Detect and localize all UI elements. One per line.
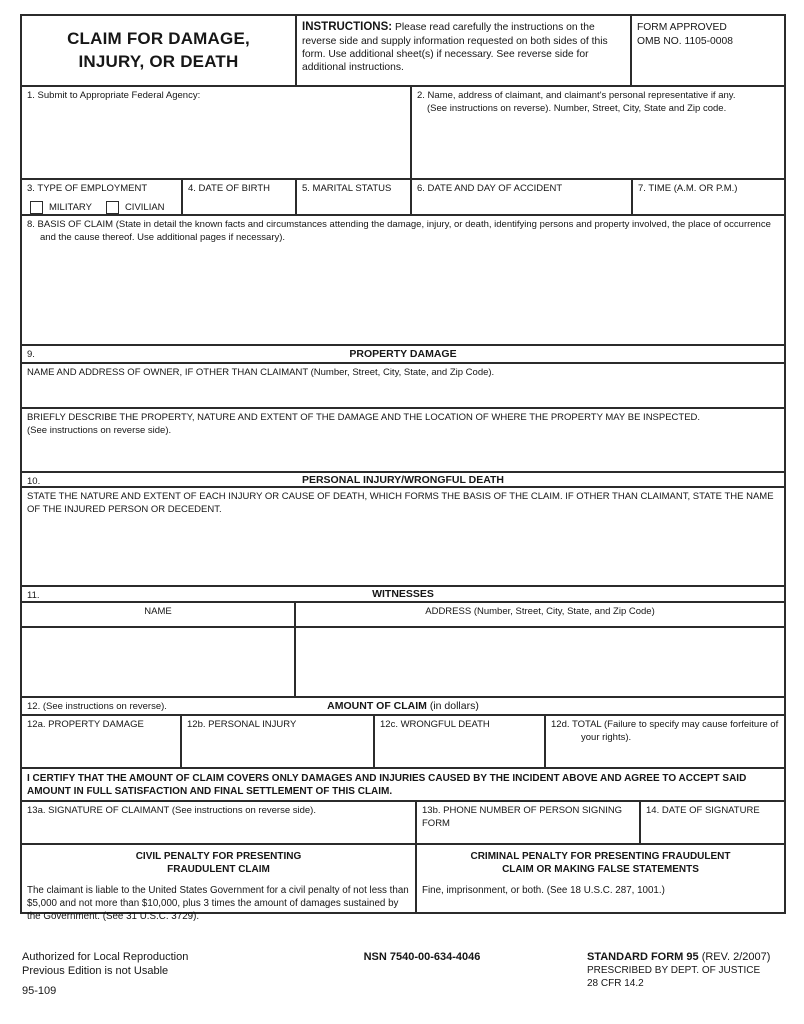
field-6-date-day-of-accident[interactable] [412,180,633,214]
field-12b-personal-injury[interactable] [182,716,375,767]
field-12d-total[interactable] [546,716,784,767]
penalty-row [22,843,784,923]
witnesses-column-headers [22,601,784,626]
amount-of-claim-title [327,700,479,712]
signature-row [22,800,784,843]
field-6-label: 6. DATE AND DAY OF ACCIDENT [417,183,563,194]
form-title [22,16,297,85]
form-title-line2: INJURY, OR DEATH [78,51,239,71]
military-checkbox[interactable] [30,201,43,214]
section-10-title: PERSONAL INJURY/WRONGFUL DEATH [301,473,505,486]
footer-authorized: Authorized for Local Reproduction [22,951,189,963]
field-8-label: 8. BASIS OF CLAIM (State in detail the known facts and circumstances attending the damage, injury, or death, identifying persons and property involved, the place of occurrence and the cause thereof. Use additional pages if necessary). [27,219,771,243]
witness-name-input-area[interactable] [22,628,296,696]
field-12c-label: 12c. WRONGFUL DEATH [380,719,490,730]
footer-standard-form-line [587,950,770,964]
certification-statement: I CERTIFY THAT THE AMOUNT OF CLAIM COVERS ONLY DAMAGES AND INJURIES CAUSED BY THE INCIDENT ABOVE AND AGREE TO ACCEPT SAID AMOUNT IN FULL SATISFACTION AND FINAL SETTLEMENT OF THIS CLAIM. [27,773,747,797]
field-13b-label: 13b. PHONE NUMBER OF PERSON SIGNING FORM [422,805,623,829]
omb-approval-block [632,16,784,85]
witnesses-entry-row [22,626,784,696]
field-3-label: 3. TYPE OF EMPLOYMENT [27,183,148,194]
field-14-label: 14. DATE OF SIGNATURE [646,805,760,816]
instructions-text: Please read carefully the instructions on the reverse side and supply information requested on both sides of this form. Use additional sheet(s) if necessary. See reverse side for additional instructions. [302,22,608,74]
section-12-label: 12. (See instructions on reverse). [27,701,167,712]
field-7-label: 7. TIME (A.M. OR P.M.) [638,183,738,194]
field-1-federal-agency[interactable] [22,87,412,178]
criminal-penalty-title-line2: CLAIM OR MAKING FALSE STATEMENTS [502,864,699,876]
criminal-penalty-body: Fine, imprisonment, or both. (See 18 U.S.C. 287, 1001.) [422,885,665,897]
field-14-date-of-signature[interactable] [641,802,784,843]
amount-of-claim-title-note: (in dollars) [429,700,479,712]
section-9-title: PROPERTY DAMAGE [349,348,457,360]
civil-penalty-title-line1: CIVIL PENALTY FOR PRESENTING [135,851,302,862]
field-5-marital-status[interactable] [297,180,412,214]
personal-injury-row[interactable] [22,486,784,585]
witness-name-header: NAME [22,603,296,626]
field-3-type-of-employment [22,180,183,214]
field-2-claimant-name-address[interactable] [412,87,784,178]
criminal-penalty-title-line1: CRIMINAL PENALTY FOR PRESENTING FRAUDULENT [470,851,731,862]
field-13b-phone-number[interactable] [417,802,641,843]
section-11-number: 11. [27,590,40,601]
criminal-penalty-block [417,845,784,912]
field-2-label-line2: (See instructions on reverse). Number, Street, City, State and Zip code. [427,102,727,114]
employment-options [30,201,176,214]
instructions-label: INSTRUCTIONS: [302,21,393,33]
witness-address-input-area[interactable] [296,628,784,696]
field-4-date-of-birth[interactable] [183,180,297,214]
form-approved-label: FORM APPROVED [637,22,727,33]
civilian-checkbox[interactable] [106,201,119,214]
footer-standard-form-bold: STANDARD FORM 95 [587,951,699,963]
header-row [22,16,784,85]
footer-right [587,950,770,990]
section-11-header [22,585,784,601]
field-4-label: 4. DATE OF BIRTH [188,183,270,194]
instructions-block [297,16,632,85]
omb-number: OMB NO. 1105-0008 [637,35,733,47]
footer-left [22,950,188,998]
form-title-line1: CLAIM FOR DAMAGE, [67,29,250,49]
personal-injury-label: STATE THE NATURE AND EXTENT OF EACH INJURY OR CAUSE OF DEATH, WHICH FORMS THE BASIS OF THE CLAIM. IF OTHER THAN CLAIMANT, STATE THE NAME OF THE INJURED PERSON OR DECEDENT. [27,491,774,515]
row-field1-field2 [22,85,784,178]
property-describe-label-line2: (See instructions on reverse side). [27,424,172,436]
section-10-number: 10. [27,476,41,487]
field-12a-label: 12a. PROPERTY DAMAGE [27,719,144,730]
footer-prescribed-by: PRESCRIBED BY DEPT. OF JUSTICE [587,965,761,977]
field-5-label: 5. MARITAL STATUS [302,183,392,194]
property-describe-input-area[interactable] [22,409,784,471]
witness-address-header: ADDRESS (Number, Street, City, State, and Zip Code) [425,606,655,617]
field-2-label-line1: 2. Name, address of claimant, and claimant's personal representative if any. [417,90,736,101]
field-13a-signature[interactable] [22,802,417,843]
property-describe-label-line1: BRIEFLY DESCRIBE THE PROPERTY, NATURE AND EXTENT OF THE DAMAGE AND THE LOCATION OF WHERE THE PROPERTY MAY BE INSPECTED. [27,412,701,423]
footer-previous-edition: Previous Edition is not Usable [22,965,169,978]
section-11-title: WITNESSES [372,588,434,600]
field-8-basis-of-claim[interactable] [22,214,784,344]
civil-penalty-body: The claimant is liable to the United States Government for a civil penalty of not less than $5,000 and not more than $10,000, plus 3 times the amount of damages sustained by the Government. (See 31 U.S.C. 3729). [27,885,409,923]
field-12b-label: 12b. PERSONAL INJURY [187,719,297,730]
row-fields-3-7 [22,178,784,214]
footer-cfr: 28 CFR 14.2 [587,978,644,990]
field-12c-wrongful-death[interactable] [375,716,546,767]
footer-form-number: 95-109 [22,984,57,997]
field-8-input-area[interactable] [22,216,784,344]
section-9-header [22,344,784,362]
footer-nsn: NSN 7540-00-634-4046 [363,951,481,963]
field-12a-property-damage[interactable] [22,716,182,767]
property-owner-label: NAME AND ADDRESS OF OWNER, IF OTHER THAN CLAIMANT (Number, Street, City, State, and Zip Code). [27,367,495,378]
property-owner-row[interactable] [22,362,784,407]
section-12-header [22,696,784,714]
property-owner-input-area[interactable] [22,364,784,407]
military-label: MILITARY [49,201,92,213]
section-10-header [22,471,784,486]
property-describe-row[interactable] [22,407,784,471]
field-12d-label: 12d. TOTAL (Failure to specify may cause forfeiture of your rights). [551,719,779,743]
civil-penalty-title-line2: FRAUDULENT CLAIM [167,864,270,876]
certification-row [22,767,784,800]
sf95-form [20,14,786,923]
field-13a-label: 13a. SIGNATURE OF CLAIMANT (See instructions on reverse side). [27,805,316,816]
amount-of-claim-title-bold: AMOUNT OF CLAIM [327,700,427,712]
personal-injury-input-area[interactable] [22,488,784,585]
footer-standard-form-rev: (REV. 2/2007) [698,951,771,963]
civilian-label: CIVILIAN [124,201,165,213]
field-1-label: 1. Submit to Appropriate Federal Agency: [27,90,201,101]
amounts-row [22,714,784,767]
civil-penalty-block [22,845,417,923]
section-9-number: 9. [27,349,35,360]
field-7-time[interactable] [633,180,784,214]
